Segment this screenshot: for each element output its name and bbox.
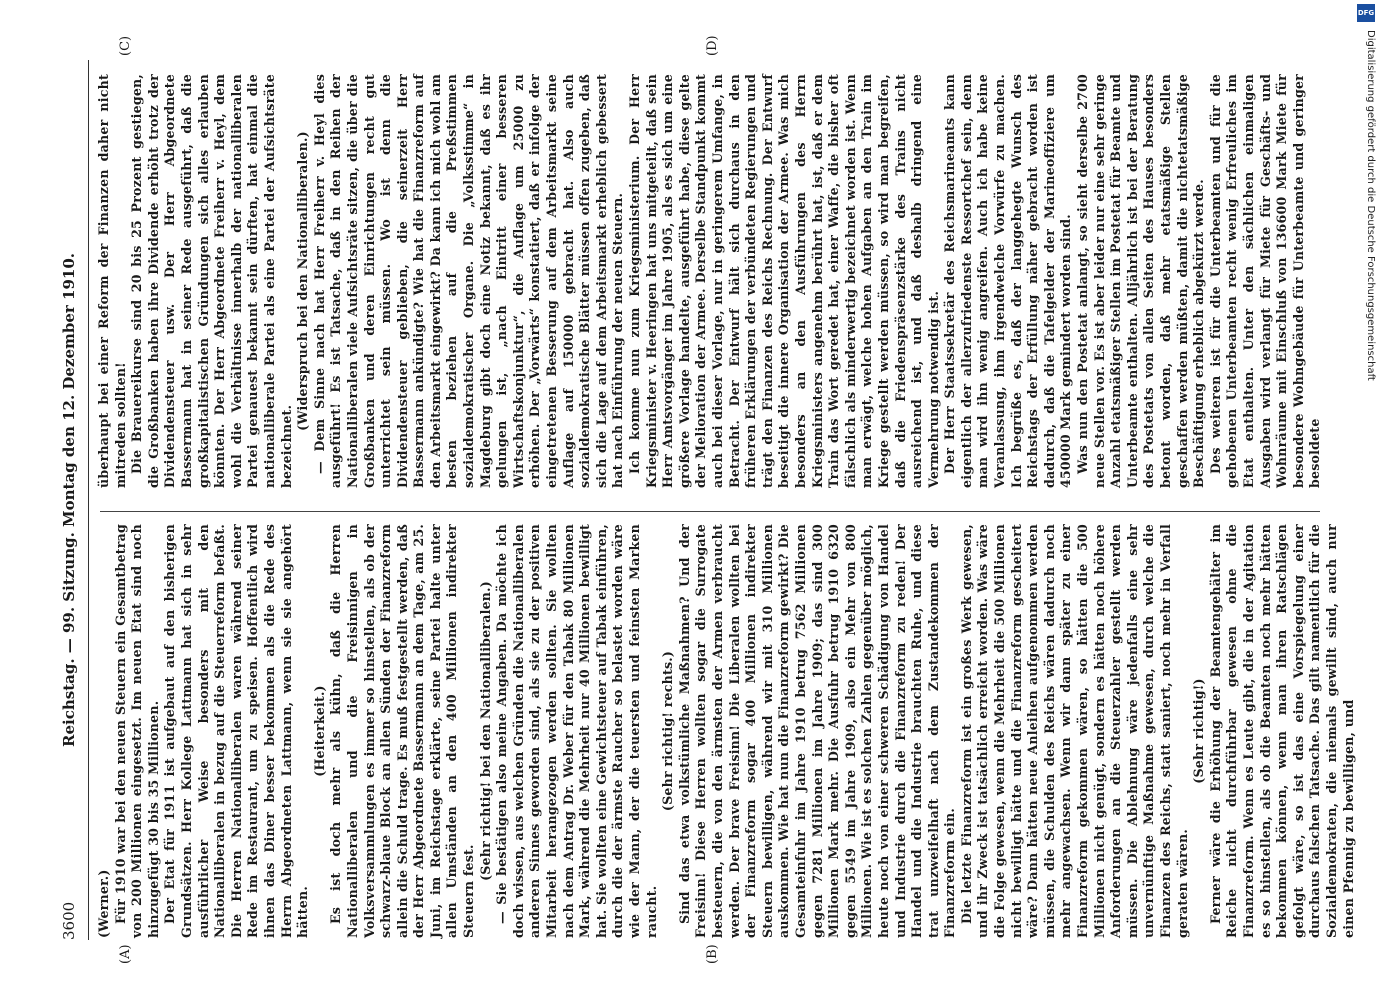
margin-mark-c: (C): [118, 35, 133, 56]
left-column-paragraph: Die letzte Finanzreform ist ein großes Werk gewesen, und ihr Zweck ist tatsächlich erreicht worden. Was wäre die Folge gewesen, wenn die Mehrheit die 500 Millionen nicht bewilligt hätte und die Finanzreform gescheitert wäre? Dann hätten neue Anleihen aufgenommen werden müssen, die Schulden des Reichs wären dadurch noch mehr angewachsen. Wenn wir dann später zu einer Finanzreform gekommen wären, so hätten die 500 Millionen nicht genügt, sondern es hätten noch höhere Anforderungen an die Steuerzahler gestellt werden müssen. Die Ablehnung wäre jedenfalls eine sehr unvernünftige Maßnahme gewesen, durch welche die Finanzen des Reichs, statt saniert, noch mehr in Verfall geraten wären.: [958, 524, 1190, 938]
left-column-paragraph: Für 1910 war bei den neuen Steuern ein Gesamtbetrag von 200 Millionen eingesetzt. Im neuen Etat sind noch hinzugefügt 30 bis 35 Millionen.: [112, 524, 161, 938]
right-column-paragraph: überhaupt bei einer Reform der Finanzen daher nicht mitreden sollten!: [96, 74, 128, 488]
right-column-paragraph: Der Herr Staatssekretär des Reichsmarineamts kann eigentlich der allerzufriedenste Ressortchef sein, denn man wird ihn wenig angreifen. Auch ich habe keine Veranlassung, ihm irgendwelche Vorwürfe zu machen. Ich begrüße es, daß der langgehegte Wunsch des Reichstags der Erfüllung näher gebracht worden ist dadurch, daß die Tafelgelder der Marineoffiziere um 450000 Mark gemindert worden sind.: [942, 74, 1074, 488]
margin-mark-a: (A): [118, 944, 133, 964]
right-column-paragraph: — Dem Sinne nach hat Herr Freiherr v. Heyl dies ausgeführt! Es ist Tatsache, daß in den Reihen der Nationalliberalen viele Aufsichtsräte sitzen, die über die Großbanken und deren Einrichtungen recht gut unterrichtet sein müssen. Wo ist denn die Dividendensteuer geblieben, die seinerzeit Herr Bassermann ankündigte? Wie hat die Finanzreform auf den Arbeitsmarkt eingewirkt? Da kann ich mich wohl am besten beziehen auf die Preßstimmen sozialdemokratischer Organe. Die „Volksstimme“ in Magdeburg gibt doch eine Notiz bekannt, daß es ihr gelungen ist, „nach Eintritt einer besseren Wirtschaftskonjunktur“, die Auflage um 25000 zu erhöhen. Der „Vorwärts“ konstatiert, daß er infolge der eingetretenen Besserung auf dem Arbeitsmarkt seine Auflage auf 150000 gebracht hat. Also auch sozialdemokratische Blätter müssen offen zugeben, daß sich die Lage auf dem Arbeitsmarkt erheblich gebessert hat nach Einführung der neuen Steuern.: [311, 74, 626, 488]
right-column-paragraph: Die Brauereikurse sind 20 bis 25 Prozent gestiegen, die Großbanken haben ihre Dividende erhöht trotz der Dividendensteuer usw. Der Herr Abgeordnete Bassermann hat in seiner Rede ausgeführt, daß die großkapitalistischen Gründungen sich alles erlauben könnten. Der Herr Abgeordnete Freiherr v. Heyl, dem wohl die Verhältnisse innerhalb der nationalliberalen Partei genauest bekannt sein dürften, hat einmal die nationalliberale Partei als eine Partei der Aufsichtsräte bezeichnet.: [129, 74, 294, 488]
margin-mark-d: (D): [705, 35, 720, 56]
left-column-paragraph: Es ist doch mehr als kühn, daß die Herren Nationalliberalen und die Freisinnigen in Volksversammlungen es immer so hinstellen, als ob der schwarz-blaue Block an allen Sünden der Finanzreform allein die Schuld trage. Es muß festgestellt werden, daß der Herr Abgeordnete Bassermann an dem Tage, am 25. Juni, im Reichstage erklärte, seine Partei halte unter allen Umständen an den 400 Millionen indirekter Steuern fest.: [328, 524, 477, 938]
page-number: 3600: [60, 901, 78, 940]
right-column-paragraph: Ich komme nun zum Kriegsministerium. Der Herr Kriegsminister v. Heeringen hat uns mitgeteilt, daß sein Herr Amtsvorgänger im Jahre 1905, als es sich um eine größere Vorlage handelte, ausgeführt habe, diese gelte der Melioration der Armee. Derselbe Standpunkt kommt auch bei dieser Vorlage, nur in geringerem Umfange, in Betracht. Der Entwurf hält sich durchaus in den früheren Erklärungen der verbündeten Regierungen und trägt den Finanzen des Reichs Rechnung. Der Entwurf beseitigt die innere Organisation der Armee. Was mich besonders an den Ausführungen des Herrn Kriegsministers angenehm berührt hat, ist, daß er dem Train das Wort geredet hat, einer Waffe, die bisher oft fälschlich als minderwertig bezeichnet worden ist. Wenn man erwägt, welche hohen Aufgaben an den Train im Kriege gestellt werden müssen, so wird man begreifen, daß die Friedenspräsenzstärke des Trains nicht ausreichend ist, und daß deshalb dringend eine Vermehrung notwendig ist.: [627, 74, 941, 488]
page-header: [60, 60, 84, 940]
side-strip: [1356, 0, 1378, 1000]
left-column-paragraph: — Sie bestätigen also meine Angaben. Da möchte ich doch wissen, aus welchen Gründen die Nationalliberalen anderen Sinnes geworden sind, als sie zu der positiven Mitarbeit herangezogen werden sollten. Sie wollten nach dem Antrag Dr. Weber für den Tabak 80 Millionen Mark, während die Mehrheit nur 40 Millionen bewilligt hat. Sie wollten eine Gewichtsteuer auf Tabak einführen, durch die der ärmste Raucher so belastet worden wäre wie der Mann, der die teuersten und feinsten Marken raucht.: [494, 524, 659, 938]
right-column: [96, 74, 1324, 488]
right-column-paragraph: Des weiteren ist für die Unterbeamten und für die gehobenen Unterbeamten recht wenig Erfreuliches im Etat enthalten. Unter den sächlichen einmaligen Ausgaben wird verlangt für Miete für Geschäfts- und Wohnräume mit Einschluß von 136600 Mark Miete für besondere Wohngebäude für Unterbeamte und geringer besoldete: [1207, 74, 1323, 488]
right-column-paragraph: (Widerspruch bei den Nationalliberalen.): [295, 131, 311, 431]
left-column-paragraph: (Sehr richtig! bei den Nationalliberalen.): [477, 581, 493, 881]
right-column-paragraph: Was nun den Postetat anlangt, so sieht derselbe 2700 neue Stellen vor. Es ist aber leider nur eine sehr geringe Anzahl etatsmäßiger Stellen im Postetat für Beamte und Unterbeamte enthalten. Alljährlich ist bei der Beratung des Postetats von allen Seiten des Hauses besonders betont worden, daß mehr etatsmäßige Stellen geschaffen werden müßten, damit die nichtetatsmäßige Beschäftigung erheblich abgekürzt werde.: [1075, 74, 1207, 488]
left-column-paragraph: Der Etat für 1911 ist aufgebaut auf den bisherigen Grundsätzen. Herr Kollege Lattmann hat sich in sehr ausführlicher Weise besonders mit den Nationalliberalen in bezug auf die Steuerreform befaßt. Die Herren Nationalliberalen waren während seiner Rede im Restaurant, um zu speisen. Hoffentlich wird ihnen das Diner besser bekommen als die Rede des Herrn Abgeordneten Lattmann, wenn sie sie angehört hätten.: [162, 524, 311, 938]
left-column-paragraph: Sind das etwa volkstümliche Maßnahmen? Und der Freisinn! Diese Herren wollten sogar die Surrogate besteuern, die von den ärmsten der Armen verbraucht werden. Der brave Freisinn! Die Liberalen wollten bei der Finanzreform sogar 400 Millionen indirekter Steuern bewilligen, während wir mit 310 Millionen auskommen. Wie hat nun die Finanzreform gewirkt? Die Gesamteinfuhr im Jahre 1910 betrug 7562 Millionen gegen 7281 Millionen im Jahre 1909; das sind 300 Millionen Mark mehr. Die Ausfuhr betrug 1910 6320 gegen 5549 im Jahre 1909, also ein Mehr von 800 Millionen. Wie ist es solchen Zahlen gegenüber möglich, heute noch von einer schweren Schädigung von Handel und Industrie durch die Finanzreform zu reden! Der Handel und die Industrie brauchten Ruhe, und diese trat unzweifelhaft nach dem Zustandekommen der Finanzreform ein.: [676, 524, 958, 938]
dfg-logo: DFG: [1357, 4, 1375, 22]
digitization-note: Digitalisierung gefördert durch die Deutsche Forschungsgemeinschaft: [1365, 30, 1376, 381]
left-column-paragraph: (Werner.): [96, 869, 111, 938]
left-column-paragraph: (Heiterkeit.): [311, 685, 327, 777]
page-title: Reichstag. — 99. Sitzung. Montag den 12. Dezember 1910.: [60, 253, 78, 747]
left-column-paragraph: Ferner wäre die Erhöhung der Beamtengehälter im Reiche nicht durchführbar gewesen ohne die Finanzreform. Wenn es Leute gibt, die in der Agitation es so hinstellen, als ob die Beamten noch mehr hätten bekommen können, wenn man ihren Ratschlägen gefolgt wäre, so ist das eine Vorspiegelung einer durchaus falschen Tatsache. Das gilt namentlich für die Sozialdemokraten, die niemals gewillt sind, auch nur einen Pfennig zu bewilligen, und: [1207, 524, 1356, 938]
column-divider: [100, 511, 1320, 512]
margin-mark-b: (B): [705, 944, 720, 964]
left-column-paragraph: (Sehr richtig!): [1191, 678, 1207, 784]
left-column: [96, 524, 1357, 938]
header-rule: [88, 60, 89, 940]
left-column-paragraph: (Sehr richtig! rechts.): [660, 650, 676, 812]
